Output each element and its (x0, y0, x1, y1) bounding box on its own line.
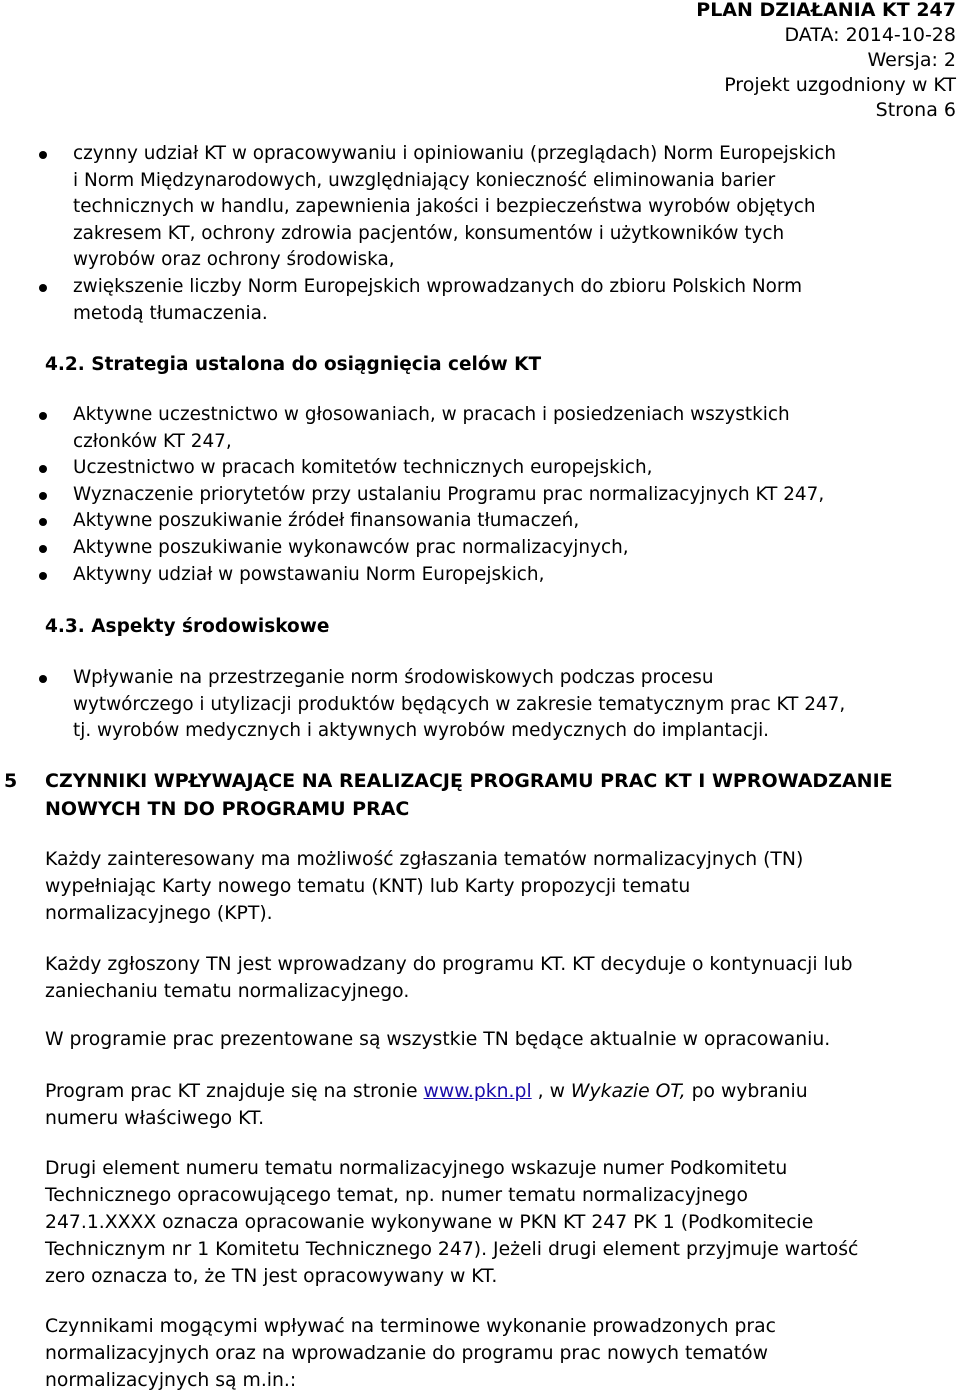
paragraph-line: normalizacyjnych oraz na wprowadzanie do programu prac nowych tematów (45, 1343, 768, 1364)
bullet-icon (39, 518, 47, 526)
list-item-line: Aktywny udział w powstawaniu Norm Europejskich, (73, 563, 545, 585)
paragraph-line: Każdy zainteresowany ma możliwość zgłaszania tematów normalizacyjnych (TN) (45, 849, 804, 870)
bullet-icon (39, 492, 47, 500)
p4-italic: Wykazie OT, (570, 1081, 686, 1102)
list-item-line: zakresem KT, ochrony zdrowia pacjentów, konsumentów i użytkowników tych (73, 222, 785, 244)
paragraph-line: Czynnikami mogącymi wpływać na terminowe wykonanie prowadzonych prac (45, 1316, 776, 1337)
p4-text-2: , w (531, 1081, 571, 1102)
chapter-5-number: 5 (4, 770, 18, 792)
list-item-line: Wpływanie na przestrzeganie norm środowiskowych podczas procesu (73, 667, 714, 688)
list-item (38, 482, 958, 509)
bullet-icon (39, 465, 47, 473)
bullet-icon (39, 545, 47, 553)
list-item-line: Aktywne uczestnictwo w głosowaniach, w pracach i posiedzeniach wszystkich (73, 404, 790, 425)
paragraph-subcommittee (45, 1155, 957, 1290)
list-item (38, 665, 958, 745)
list-item-line: Uczestnictwo w pracach komitetów technicznych europejskich, (73, 457, 653, 479)
paragraph-line: wypełniając Karty nowego tematu (KNT) lub Karty propozycji tematu (45, 876, 691, 897)
list-item (38, 455, 958, 482)
paragraph-line: Technicznego opracowującego temat, np. numer tematu normalizacyjnego (45, 1185, 748, 1206)
chapter-5-title-line-1: CZYNNIKI WPŁYWAJĄCE NA REALIZACJĘ PROGRAMU PRAC KT I WPROWADZANIE (45, 770, 893, 792)
document-status: Projekt uzgodniony w KT (724, 74, 956, 96)
paragraph-program (45, 1026, 957, 1053)
list-item (38, 274, 958, 327)
p4-line-2: numeru właściwego KT. (45, 1108, 265, 1129)
document-date: DATA: 2014-10-28 (784, 24, 956, 46)
strategy-list (38, 402, 958, 588)
paragraph-line: W programie prac prezentowane są wszystkie TN będące aktualnie w opracowaniu. (45, 1029, 831, 1050)
list-item (38, 535, 958, 562)
bullet-icon (39, 572, 47, 580)
list-item-line: Aktywne poszukiwanie źródeł finansowania tłumaczeń, (73, 510, 580, 532)
list-item-line: zwiększenie liczby Norm Europejskich wprowadzanych do zbioru Polskich Norm (73, 275, 802, 297)
page-header (696, 0, 956, 123)
paragraph-submission (45, 846, 957, 927)
bullet-icon (39, 284, 47, 292)
section-4-3-heading: 4.3. Aspekty środowiskowe (45, 616, 330, 637)
document-title: PLAN DZIAŁANIA KT 247 (696, 0, 956, 21)
list-item (38, 508, 958, 535)
chapter-5-title (45, 767, 893, 823)
document-version: Wersja: 2 (867, 49, 956, 71)
list-item (38, 141, 958, 274)
list-item-line: i Norm Międzynarodowych, uwzględniający konieczność eliminowania barier (73, 169, 776, 191)
paragraph-registration (45, 951, 957, 1005)
section-4-2-heading: 4.2. Strategia ustalona do osiągnięcia celów KT (45, 354, 542, 375)
paragraph-line: Każdy zgłoszony TN jest wprowadzany do programu KT. KT decyduje o kontynuacji lub (45, 954, 853, 975)
bullet-icon (39, 151, 47, 159)
list-item (38, 402, 958, 455)
p4-text-1: Program prac KT znajduje się na stronie (45, 1081, 424, 1102)
list-item (38, 562, 958, 589)
chapter-5-title-line-2: NOWYCH TN DO PROGRAMU PRAC (45, 798, 410, 820)
list-item-line: wyrobów oraz ochrony środowiska, (73, 249, 395, 271)
paragraph-line: normalizacyjnych są m.in.: (45, 1370, 297, 1391)
list-item-line: wytwórczego i utylizacji produktów będących w zakresie tematycznym prac KT 247, (73, 693, 846, 715)
list-item-line: metodą tłumaczenia. (73, 302, 268, 324)
paragraph-factors (45, 1313, 957, 1394)
list-item-line: tj. wyrobów medycznych i aktywnych wyrobów medycznych do implantacji. (73, 720, 770, 742)
list-item-line: Wyznaczenie priorytetów przy ustalaniu Programu prac normalizacyjnych KT 247, (73, 483, 825, 505)
bullet-icon (39, 675, 47, 683)
paragraph-line: Technicznym nr 1 Komitetu Technicznego 247). Jeżeli drugi element przyjmuje wartość (45, 1239, 859, 1260)
paragraph-line: Drugi element numeru tematu normalizacyjnego wskazuje numer Podkomitetu (45, 1158, 788, 1179)
environment-list (38, 665, 958, 745)
paragraph-program-location (45, 1078, 957, 1132)
page-number: Strona 6 (875, 99, 956, 121)
paragraph-line: zaniechaniu tematu normalizacyjnego. (45, 981, 410, 1002)
paragraph-line: 247.1.XXXX oznacza opracowanie wykonywane w PKN KT 247 PK 1 (Podkomitecie (45, 1212, 814, 1233)
paragraph-line: normalizacyjnego (KPT). (45, 903, 273, 924)
pkn-link[interactable]: www.pkn.pl (423, 1081, 532, 1102)
list-item-line: Aktywne poszukiwanie wykonawców prac normalizacyjnych, (73, 536, 629, 558)
p4-text-3: po wybraniu (685, 1081, 808, 1102)
list-item-line: technicznych w handlu, zapewnienia jakości i bezpieczeństwa wyrobów objętych (73, 196, 816, 218)
list-item-line: czynny udział KT w opracowywaniu i opiniowaniu (przeglądach) Norm Europejskich (73, 143, 836, 164)
objectives-list (38, 141, 958, 327)
bullet-icon (39, 412, 47, 420)
list-item-line: członków KT 247, (73, 430, 232, 452)
paragraph-line: zero oznacza to, że TN jest opracowywany w KT. (45, 1266, 498, 1287)
